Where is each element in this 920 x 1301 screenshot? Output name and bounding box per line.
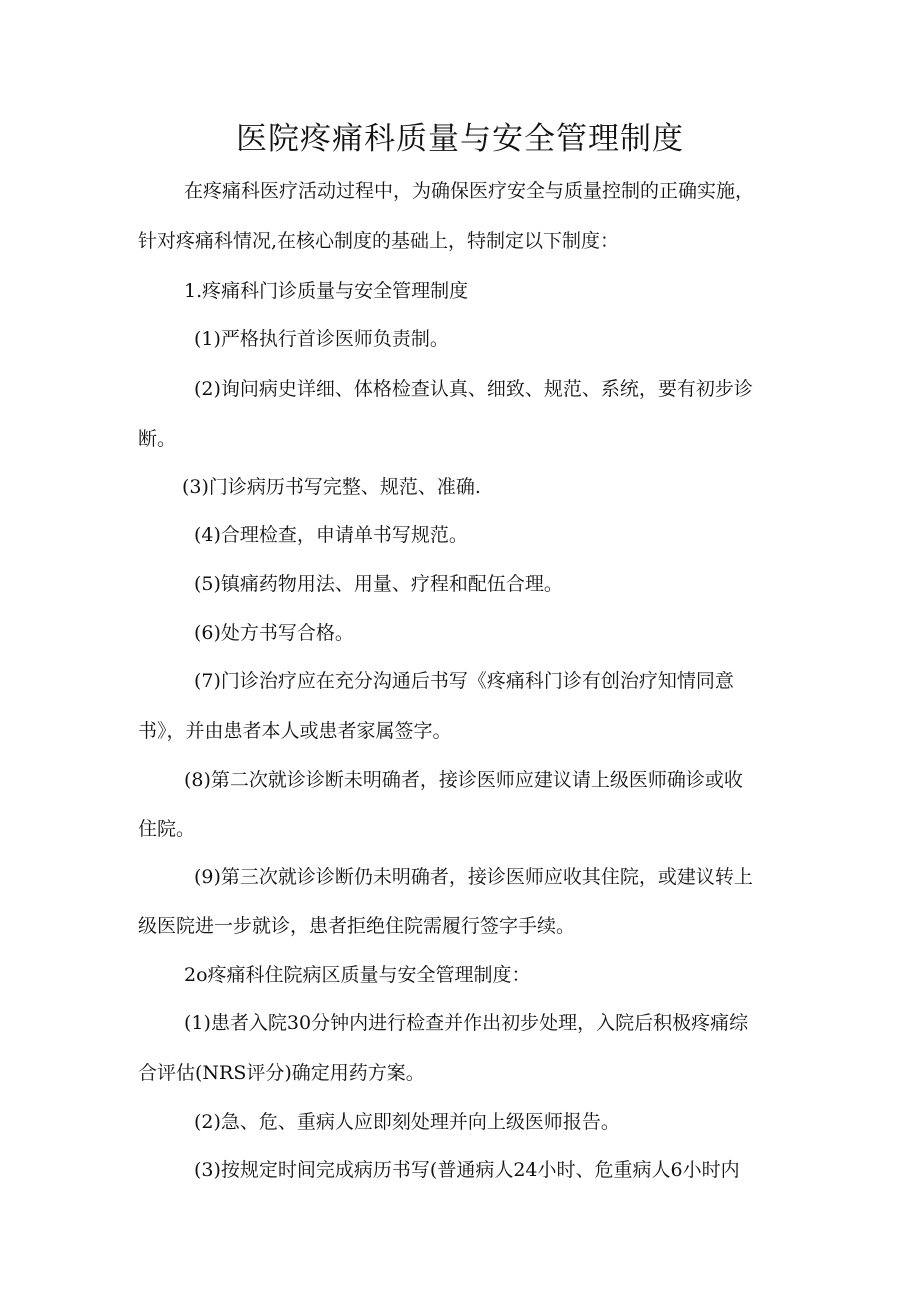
section-heading: 2o疼痛科住院病区质量与安全管理制度： [184, 964, 531, 986]
list-item-continuation: 级医院进一步就诊，患者拒绝住院需履行签字手续。 [138, 915, 576, 937]
list-item-continuation: 断。 [138, 428, 177, 450]
list-item: (3)门诊病历书写完整、规范、准确. [182, 476, 481, 498]
document-title: 医院疼痛科质量与安全管理制度 [236, 121, 684, 157]
paragraph-line: 在疼痛科医疗活动过程中，为确保医疗安全与质量控制的正确实施， [184, 180, 755, 202]
list-item: (1)患者入院30分钟内进行检查并作出初步处理，入院后积极疼痛综 [184, 1012, 749, 1034]
list-item-continuation: 合评估(NRS评分)确定用药方案。 [138, 1062, 425, 1084]
section-heading: 1.疼痛科门诊质量与安全管理制度 [184, 280, 469, 302]
list-item-continuation: 书》，并由患者本人或患者家属签字。 [138, 720, 452, 742]
list-item: (5)镇痛药物用法、用量、疗程和配伍合理。 [194, 573, 563, 595]
list-item: (8)第二次就诊诊断未明确者，接诊医师应建议请上级医师确诊或收 [184, 769, 743, 791]
list-item: (6)处方书写合格。 [194, 622, 354, 644]
list-item-continuation: 住院。 [138, 818, 196, 840]
list-item: (2)询问病史详细、体格检查认真、细致、规范、系统，要有初步诊 [194, 378, 753, 400]
list-item: (3)按规定时间完成病历书写(普通病人24小时、危重病人6小时内 [194, 1159, 740, 1181]
list-item: (4)合理检查，申请单书写规范。 [194, 524, 468, 546]
list-item: (1)严格执行首诊医师负责制。 [194, 328, 449, 350]
paragraph-line: 针对疼痛科情况,在核心制度的基础上，特制定以下制度： [138, 230, 620, 252]
list-item: (9)第三次就诊诊断仍未明确者，接诊医师应收其住院，或建议转上 [194, 866, 753, 888]
list-item: (2)急、危、重病人应即刻处理并向上级医师报告。 [194, 1111, 620, 1133]
list-item: (7)门诊治疗应在充分沟通后书写《疼痛科门诊有创治疗知情同意 [194, 670, 734, 692]
